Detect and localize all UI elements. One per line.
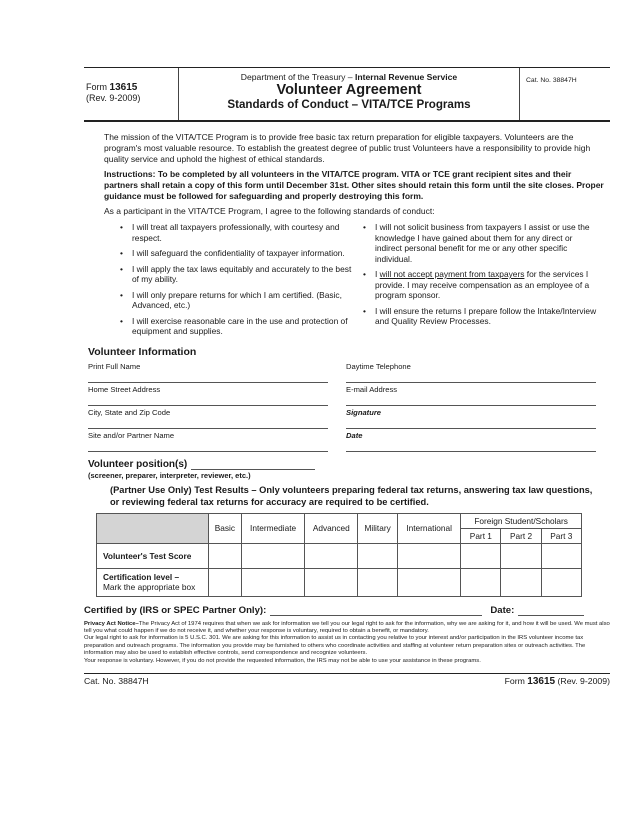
department: Department of the Treasury – <box>240 72 355 82</box>
row-label-certification: Certification level – Mark the appropriate box <box>97 568 209 596</box>
mission-paragraph: The mission of the VITA/TCE Program is to provide free basic tax return preparation for eligible taxpayers. Volunteers are the program's most valuable resource. To establish the greatest degree of public trust Volunteers have a responsibility to provide high quality service and uphold the highest of ethical standards. <box>104 132 591 164</box>
col-header-part2: Part 2 <box>501 528 541 543</box>
score-cell[interactable] <box>358 543 398 568</box>
form-title-box <box>179 68 519 120</box>
standard-item: • I will apply the tax laws equitably and accurately to the best of my ability. <box>120 263 352 284</box>
site-partner-field[interactable]: Site and/or Partner Name <box>88 428 328 452</box>
agency: Internal Revenue Service <box>354 72 458 82</box>
cert-cell[interactable] <box>358 568 398 596</box>
form-header <box>84 67 610 122</box>
standards-left-column <box>120 222 355 342</box>
form-subtitle: Standards of Conduct – VITA/TCE Programs <box>227 98 471 111</box>
form-title: Volunteer Agreement <box>276 82 422 98</box>
test-results-table <box>96 513 582 597</box>
standard-item: • I will ensure the returns I prepare follow the Intake/Interview and Quality Review Processes. <box>363 305 597 326</box>
agree-statement: As a participant in the VITA/TCE Program, I agree to the following standards of conduct: <box>104 206 435 216</box>
table-corner <box>97 513 209 543</box>
col-header-advanced: Advanced <box>305 513 358 543</box>
bullet-icon: • <box>363 222 366 232</box>
cert-cell[interactable] <box>541 568 581 596</box>
volunteer-position-label: Volunteer position(s) <box>88 458 188 470</box>
certified-by-input[interactable] <box>270 607 482 616</box>
table-row <box>97 543 582 568</box>
bullet-icon: • <box>120 263 123 274</box>
form-number: 13615 <box>109 82 138 93</box>
instructions-paragraph: Instructions: To be completed by all volunteers in the VITA/TCE program. VITA or TCE grant recipient sites and their partners shall retain a copy of this form until December 31st. Other sites should retain this form until the site closes. Proper guidance must be followed for safeguarding and properly destroying this form. <box>104 169 604 201</box>
score-cell[interactable] <box>461 543 501 568</box>
standards-right-column <box>363 222 598 342</box>
certified-by <box>84 605 610 616</box>
bullet-icon: • <box>363 305 366 316</box>
cert-cell[interactable] <box>398 568 461 596</box>
bullet-icon: • <box>120 289 123 300</box>
score-cell[interactable] <box>241 543 305 568</box>
standard-item: • I will treat all taxpayers professionally, with courtesy and respect. <box>120 222 340 243</box>
col-header-foreign: Foreign Student/Scholars <box>461 513 582 528</box>
standard-item: • I will not solicit business from taxpayers I assist or use the knowledge I have gained about them for any direct or indirect personal benefit for me or any other specific individual. <box>363 222 590 264</box>
score-cell[interactable] <box>305 543 358 568</box>
bullet-icon: • <box>363 269 366 279</box>
standard-item: • I will safeguard the confidentiality of taxpayer information. <box>120 248 345 258</box>
col-header-part3: Part 3 <box>541 528 581 543</box>
score-cell[interactable] <box>501 543 541 568</box>
cert-cell[interactable] <box>461 568 501 596</box>
score-cell[interactable] <box>541 543 581 568</box>
table-row <box>97 568 582 596</box>
row-label-test-score: Volunteer's Test Score <box>97 543 209 568</box>
footer-catalog-number: Cat. No. 38847H <box>84 675 149 686</box>
form-footer <box>84 673 610 687</box>
standards-of-conduct <box>120 222 598 342</box>
test-results-note: (Partner Use Only) Test Results – Only volunteers preparing federal tax returns, answering tax law questions, or reviewing federal tax returns for accuracy are required to be certified. <box>110 484 593 507</box>
footer-form-id: Form 13615 (Rev. 9-2009) <box>504 675 610 687</box>
col-header-military: Military <box>358 513 398 543</box>
certified-date-input[interactable] <box>518 607 584 616</box>
cert-cell[interactable] <box>209 568 242 596</box>
col-header-intermediate: Intermediate <box>241 513 305 543</box>
score-cell[interactable] <box>398 543 461 568</box>
bullet-icon: • <box>120 248 123 258</box>
signature-field[interactable]: Signature <box>346 405 596 429</box>
full-name-field[interactable]: Print Full Name <box>88 359 328 383</box>
city-state-zip-field[interactable]: City, State and Zip Code <box>88 405 328 429</box>
volunteer-position <box>88 459 610 470</box>
standard-item: • I will exercise reasonable care in the use and protection of equipment and supplies. <box>120 315 348 336</box>
date-field[interactable]: Date <box>346 428 596 452</box>
home-address-field[interactable]: Home Street Address <box>88 382 328 406</box>
privacy-title: Privacy Act Notice– <box>84 620 139 627</box>
form-revision: (Rev. 9-2009) <box>86 93 141 103</box>
certified-date-label: Date: <box>490 604 515 616</box>
form-id-box <box>84 68 179 120</box>
volunteer-info-fields <box>88 359 610 451</box>
score-cell[interactable] <box>209 543 242 568</box>
daytime-phone-field[interactable]: Daytime Telephone <box>346 359 596 383</box>
email-field[interactable]: E-mail Address <box>346 382 596 406</box>
bullet-icon: • <box>120 222 123 232</box>
standard-item: • I will not accept payment from taxpayers for the services I provide. I may receive compensation as an employee of a program sponsor. <box>363 269 590 300</box>
volunteer-position-hint: (screener, preparer, interpreter, reviewer, etc.) <box>88 470 251 480</box>
bullet-icon: • <box>120 315 123 326</box>
volunteer-info-heading: Volunteer Information <box>88 345 197 358</box>
col-header-international: International <box>398 513 461 543</box>
certified-by-label: Certified by (IRS or SPEC Partner Only): <box>84 604 267 616</box>
standard-item: • I will only prepare returns for which I am certified. (Basic, Advanced, etc.) <box>120 289 342 310</box>
form-label: Form <box>86 82 107 92</box>
volunteer-position-input[interactable] <box>191 461 315 470</box>
underlined-text: will not accept payment from taxpayers <box>379 269 525 279</box>
col-header-basic: Basic <box>209 513 242 543</box>
catalog-number: Cat. No. 38847H <box>519 68 610 120</box>
cert-cell[interactable] <box>241 568 305 596</box>
cert-cell[interactable] <box>305 568 358 596</box>
col-header-part1: Part 1 <box>461 528 501 543</box>
cert-cell[interactable] <box>501 568 541 596</box>
form-page <box>84 67 610 687</box>
privacy-act-notice: Privacy Act Notice–The Privacy Act of 1974 requires that when we ask for information we tell you our legal right to ask for the information, why we are asking for it, and how it will be used. We must also tell you what could happen if we do not receive it, and whether your response is voluntary, required to obtain a benefit, or mandatory. Our legal right to ask for information is 5 U.S.C. 301. We are asking for this information to assist us in contacting you relative to your interest and/or participation in the IRS volunteer income tax preparation and outreach programs. The information you provide may be furnished to others who coordinate activities and staffing at volunteer return preparation sites or outreach activities. The information may also be used to establish effective controls, send correspondence and recognize volunteers. Your response is voluntary. However, if you do not provide the requested information, the IRS may not be able to use your assistance in these programs. <box>84 620 610 664</box>
